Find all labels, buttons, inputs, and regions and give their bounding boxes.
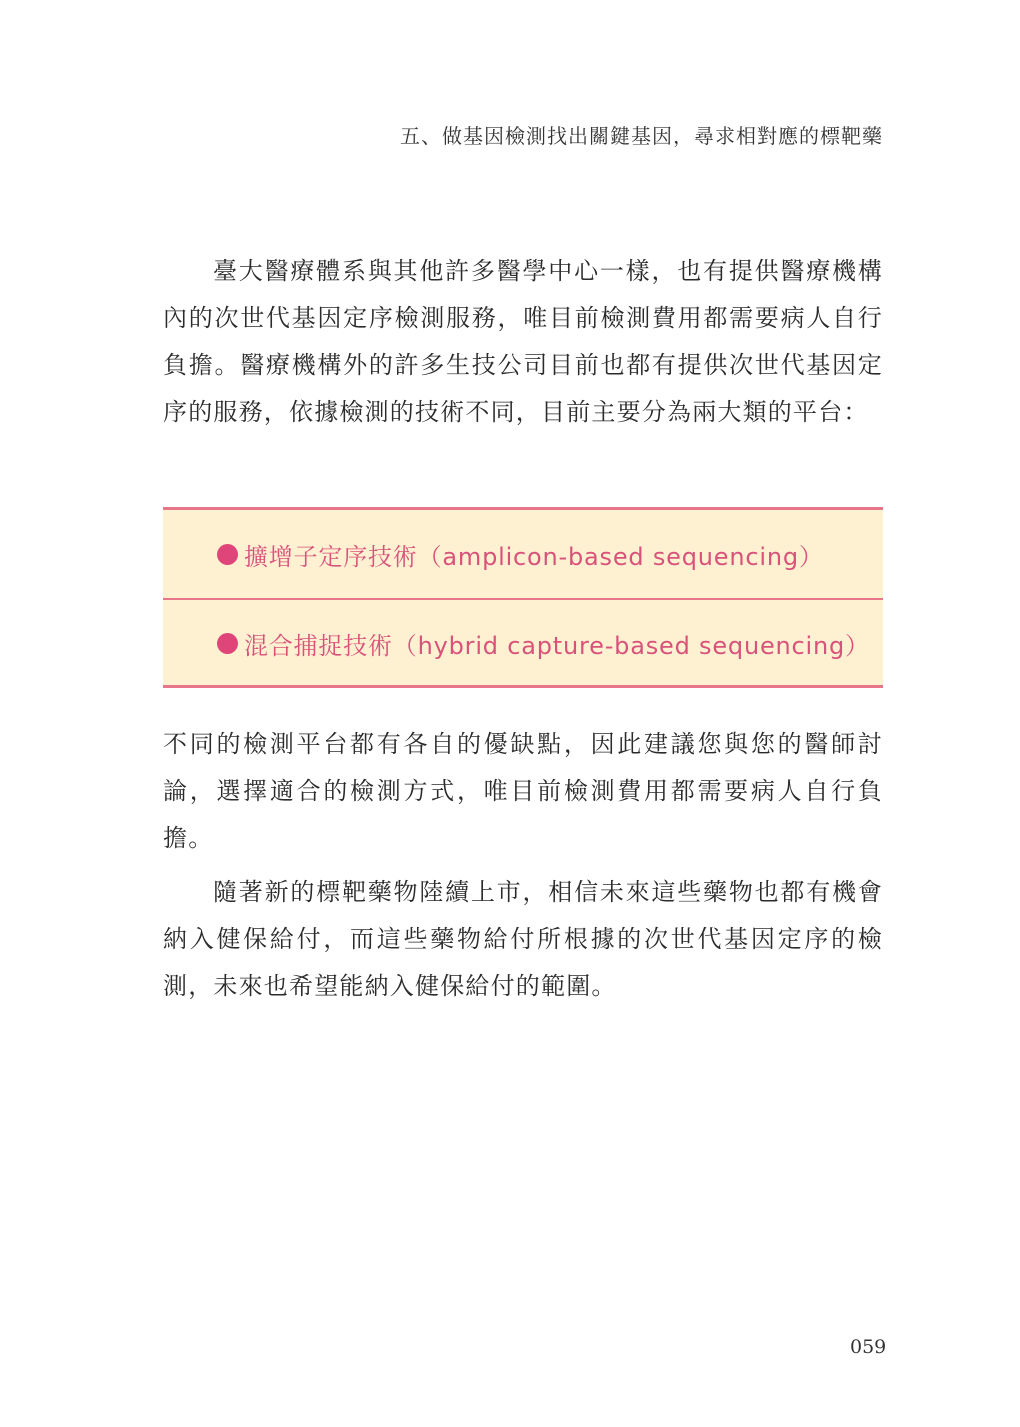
bullet-icon <box>217 544 238 565</box>
platform-advice-paragraph: 不同的檢測平台都有各自的優缺點，因此建議您與您的醫師討論，選擇適合的檢測方式，唯目前檢測費用都需要病人自行負擔。 <box>163 730 883 852</box>
platform-item-amplicon <box>163 510 883 598</box>
platform-item-label: 擴增子定序技術（amplicon-based sequencing） <box>244 542 824 571</box>
platform-item-label: 混合捕捉技術（hybrid capture-based sequencing） <box>244 631 870 660</box>
platform-callout-box <box>163 507 883 688</box>
page-number: 059 <box>850 1336 887 1358</box>
intro-paragraph: 臺大醫療體系與其他許多醫學中心一樣，也有提供醫療機構內的次世代基因定序檢測服務，唯目前檢測費用都需要病人自行負擔。醫療機構外的許多生技公司目前也都有提供次世代基因定序的服務，依據檢測的技術不同，目前主要分為兩大類的平台： <box>163 257 883 426</box>
running-header: 五、做基因檢測找出關鍵基因，尋求相對應的標靶藥 <box>400 124 883 148</box>
platform-item-hybrid-capture <box>163 598 883 686</box>
future-outlook-paragraph: 隨著新的標靶藥物陸續上市，相信未來這些藥物也都有機會納入健保給付，而這些藥物給付所根據的次世代基因定序的檢測，未來也希望能納入健保給付的範圍。 <box>163 878 883 1000</box>
bullet-icon <box>217 633 238 654</box>
